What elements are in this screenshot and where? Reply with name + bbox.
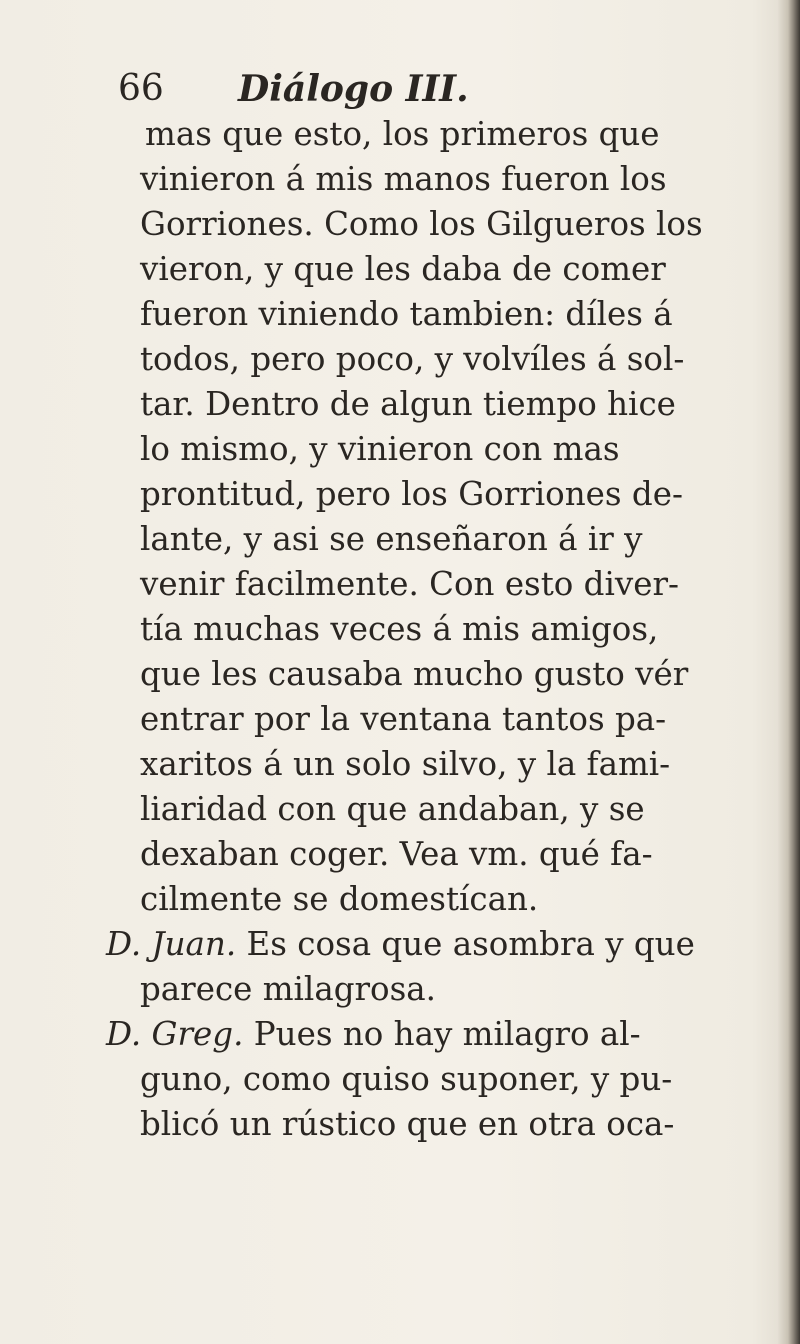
text-line: lo mismo, y vinieron con mas (140, 430, 620, 468)
speaker-name: D. Juan. (106, 925, 237, 963)
speech-text: Es cosa que asombra y que (246, 925, 695, 963)
text-line: liaridad con que andaban, y se (140, 790, 645, 828)
text-line: vieron, y que les daba de comer (140, 250, 666, 288)
text-line: venir facilmente. Con esto diver- (140, 565, 679, 603)
text-line: parece milagrosa. (140, 970, 436, 1008)
book-spine-shadow (778, 0, 800, 1344)
text-line: mas que esto, los primeros que (145, 115, 660, 153)
text-line: lante, y asi se enseñaron á ir y (140, 520, 643, 558)
page-header (118, 66, 678, 116)
text-line: prontitud, pero los Gorriones de- (140, 475, 683, 513)
text-line: tar. Dentro de algun tiempo hice (140, 385, 676, 423)
text-line: todos, pero poco, y volvíles á sol- (140, 340, 685, 378)
text-line: guno, como quiso suponer, y pu- (140, 1060, 673, 1098)
text-line: que les causaba mucho gusto vér (140, 655, 689, 693)
text-line: tía muchas veces á mis amigos, (140, 610, 659, 648)
speech-line (106, 1012, 641, 1056)
text-line: dexaban coger. Vea vm. qué fa- (140, 835, 653, 873)
speaker-name: D. Greg. (106, 1015, 244, 1053)
speech-text: Pues no hay milagro al- (253, 1015, 641, 1053)
text-line: vinieron á mis manos fueron los (140, 160, 667, 198)
text-line: Gorriones. Como los Gilgueros los (140, 205, 703, 243)
text-line: cilmente se domestícan. (140, 880, 539, 918)
page-number: 66 (118, 68, 164, 109)
text-line: xaritos á un solo silvo, y la fami- (140, 745, 671, 783)
speech-line (106, 922, 695, 966)
text-line: entrar por la ventana tantos pa- (140, 700, 667, 738)
text-line: blicó un rústico que en otra oca- (140, 1105, 675, 1143)
running-head: Diálogo III. (238, 68, 469, 110)
text-line: fueron viniendo tambien: díles á (140, 295, 673, 333)
